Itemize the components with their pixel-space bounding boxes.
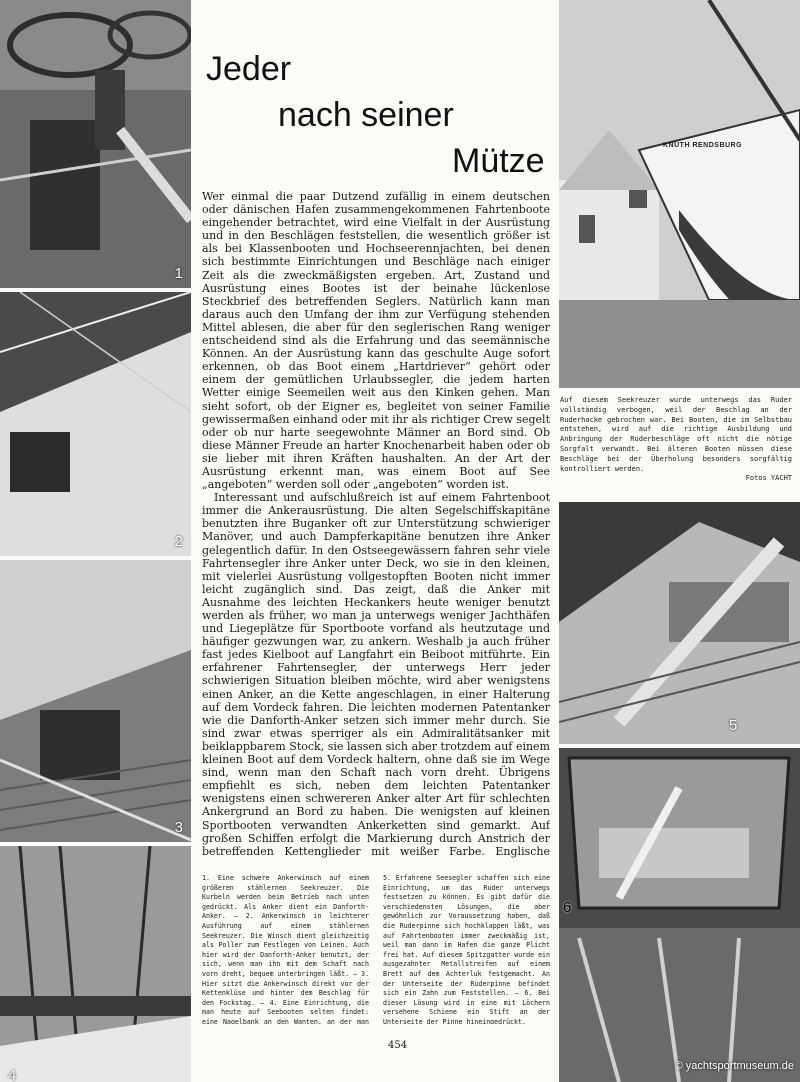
photo-boat-ashore bbox=[559, 0, 800, 388]
photo-number: 2 bbox=[174, 533, 183, 550]
photo-captions bbox=[202, 874, 550, 1024]
photo-4-pin-rail bbox=[0, 846, 191, 1082]
title-line-1: Jeder bbox=[206, 50, 292, 88]
body-paragraph-2: Interessant und aufschlußreich ist auf einem Fahrtenboot immer die Ankerausrüstung. Die alten Segelschiffskapitäne benutzten ihre Buganker oft zur Unterstützung schwieriger Manöver, und auch Dampferkapitäne benutzen ihre Anker gelegentlich dafür. In den Ostseegewässern fahren sehr viele Fahrtensegler ihre Anker unter Deck, wo sie in den kleinen, mit vielerlei Ausrüstung vollgestopften Booten nicht immer leicht zugänglich sind. Das zeigt, daß die Anker mit Ausnahme des leichten Heckankers heute weniger benutzt werden als früher, wo man ja unterwegs weniger Jachthäfen und Liegeplätze für Sportboote vorfand als heutzutage und häufiger gezwungen war, zu ankern. Weshalb ja auch früher fast jedes Kielboot auf Langfahrt ein Beiboot mitführte. Ein erfahrener Fahrtensegler, der unterwegs Herr jeder schwierigen Situation bleiben möchte, wird aber wenigstens einen Anker, an die Kette angeschlagen, in einer Halterung auf dem Vordeck fahren. Die leichten modernen Patentanker wie die Danforth-Anker setzen sich immer mehr durch. Sie sind zwar etwas sperriger als ein Admiralitätsanker mit beiklappbarem Stock, sie lassen sich aber trotzdem auf einem kleinen Boot auf dem Vordeck haltern, ohne daß sie im Wege sind, wenn man den Schaft nach vorn dreht. Übrigens empfiehlt es sich, neben dem leichten Patentanker wenigstens einen schwereren Anker alter Art für schlechten Ankergrund an Bord zu haben. Die wenigsten auf kleinen Sportbooten verwandten Ankerketten sind gemarkt. Auf großen Schiffen erfolgt die Markierung durch Anstrich der betreffenden Kettenglieder mit weißer Farbe. Englische bbox=[202, 491, 550, 858]
photo-credit: Fotos YACHT bbox=[745, 474, 792, 483]
body-paragraph-1: Wer einmal die paar Dutzend zufällig in einem deutschen oder dänischen Hafen zusammengekommenen Fahrtenboote eingehender betrachtet, wird eine Vielfalt in der Ausrüstung und in den Beschlägen feststellen, die wesentlich größer ist als bei Klassenbooten und Hochseerennjachten, bei denen sich bestimmte Einrichtungen und Beschläge nach einiger Zeit als die zweckmäßigsten ergeben. Art, Zustand und Ausrüstung eines Bootes ist der beinahe lückenlose Steckbrief des betreffenden Seglers. Natürlich kann man daraus auch den Umfang der ihm zur Verfügung stehenden Mittel ablesen, die aber für den seglerischen Rang weniger entscheidend sind als die Erfahrung und das seemännische Können. An der Ausrüstung kann das geschulte Auge sofort erkennen, ob das Boot einem „Hartdriever“ gehört oder einem der gemütlichen Urlaubssegler, die jedem harten Wetter einige Seemeilen weit aus den Kinken gehen. Man sieht sofort, ob der Eigner es, begleitet von seiner Familie gewissermaßen einhand oder mit ihr als richtiger Crew segelt oder ob nur harte seegewohnte Männer an Bord sind. Ob diese Männer Freude an harter Knochenarbeit haben oder ob sie lieber mit ihren Kräften haushalten. An der Art der Ausrüstung erkennt man, was einem Boot auf See „angeboten“ werden soll oder „angeboten“ worden ist. bbox=[202, 190, 550, 492]
caption-left: 1. Eine schwere Ankerwinsch auf einem größeren stählernen Seekreuzer. Die Kurbeln werden beim Betrieb nach unten gedrückt. Als Anker dient ein Danforth-Anker. — 2. Ankerwinsch in leichterer Ausführung auf einem stählernen Seekreuzer. Die Winsch dient gleichzeitig als Poller zum Festlegen von Leinen. Auch hier wird der Danforth-Anker benutzt, der sich, wenn man ihn mit dem Schaft nach vorn dreht, bequem unterbringen läßt. — 3. Hier sitzt die Ankerwinsch direkt vor der Kettenklüse und hinter dem Beschlag für den Fockstag. — 4. Eine Einrichtung, die man heute auf Seebooten selten findet: eine Nagelbank an den Wanten, an der man bbox=[202, 874, 369, 1024]
watermark: © yachtsportmuseum.de bbox=[674, 1060, 794, 1072]
title-line-3: Mütze bbox=[452, 142, 545, 180]
photo-5-tiller-lock bbox=[559, 502, 800, 744]
title-line-2: nach seiner bbox=[278, 96, 454, 134]
caption-right: 5. Erfahrene Seesegler schaffen sich eine Einrichtung, um das Ruder unterwegs festsetzen zu können. Es gibt dafür die verschiedensten Lösungen, die aber gewöhnlich zur Voraussetzung haben, daß die Ruderpinne sich hochklappen läßt, was auf Fahrtenbooten immer zweckmäßig ist, weil man dann im Hafen die ganze Plicht frei hat. Auf diesem Spitzgatter wurde ein ausgezahnter Metallstreifen auf einem Brett auf dem Achterluk festgemacht. An der Unterseite der Ruderpinne befindet sich ein Zahn zum Feststellen. — 6. Bei dieser Lösung wird in eine mit Löchern versehene Schiene ein Stift an der Unterseite der Pinne hineingedrückt. bbox=[383, 874, 550, 1024]
photo-number: 3 bbox=[174, 819, 183, 836]
boat-lettering: KNUTH RENDSBURG bbox=[663, 142, 743, 149]
photo-number: 1 bbox=[174, 265, 183, 282]
photo-2-winch bbox=[0, 292, 191, 556]
side-caption-text: Auf diesem Seekreuzer wurde unterwegs das Ruder vollständig verbogen, weil der Beschlag an der Ruderhacke gebrochen war. Bei Booten, die im Selbstbau entstehen, wird auf die richtige Ausbildung und Anbringung der Ruderbeschläge oft nicht die nötige Sorgfalt verwandt. Bei älteren Booten müssen diese Beschläge bei der Überholung besonders sorgfältig kontrolliert werden. bbox=[560, 396, 792, 473]
photo-3-foredeck bbox=[0, 560, 191, 842]
photo-number: 6 bbox=[563, 899, 572, 916]
photo-1-anchor-winch bbox=[0, 0, 191, 288]
article-title bbox=[206, 46, 546, 184]
article-body bbox=[202, 190, 550, 858]
photo-number: 5 bbox=[729, 717, 738, 734]
page-number: 454 bbox=[388, 1040, 408, 1051]
side-caption bbox=[560, 396, 792, 484]
photo-number: 4 bbox=[8, 1067, 17, 1082]
photo-6-rudder-rail bbox=[559, 748, 800, 1082]
